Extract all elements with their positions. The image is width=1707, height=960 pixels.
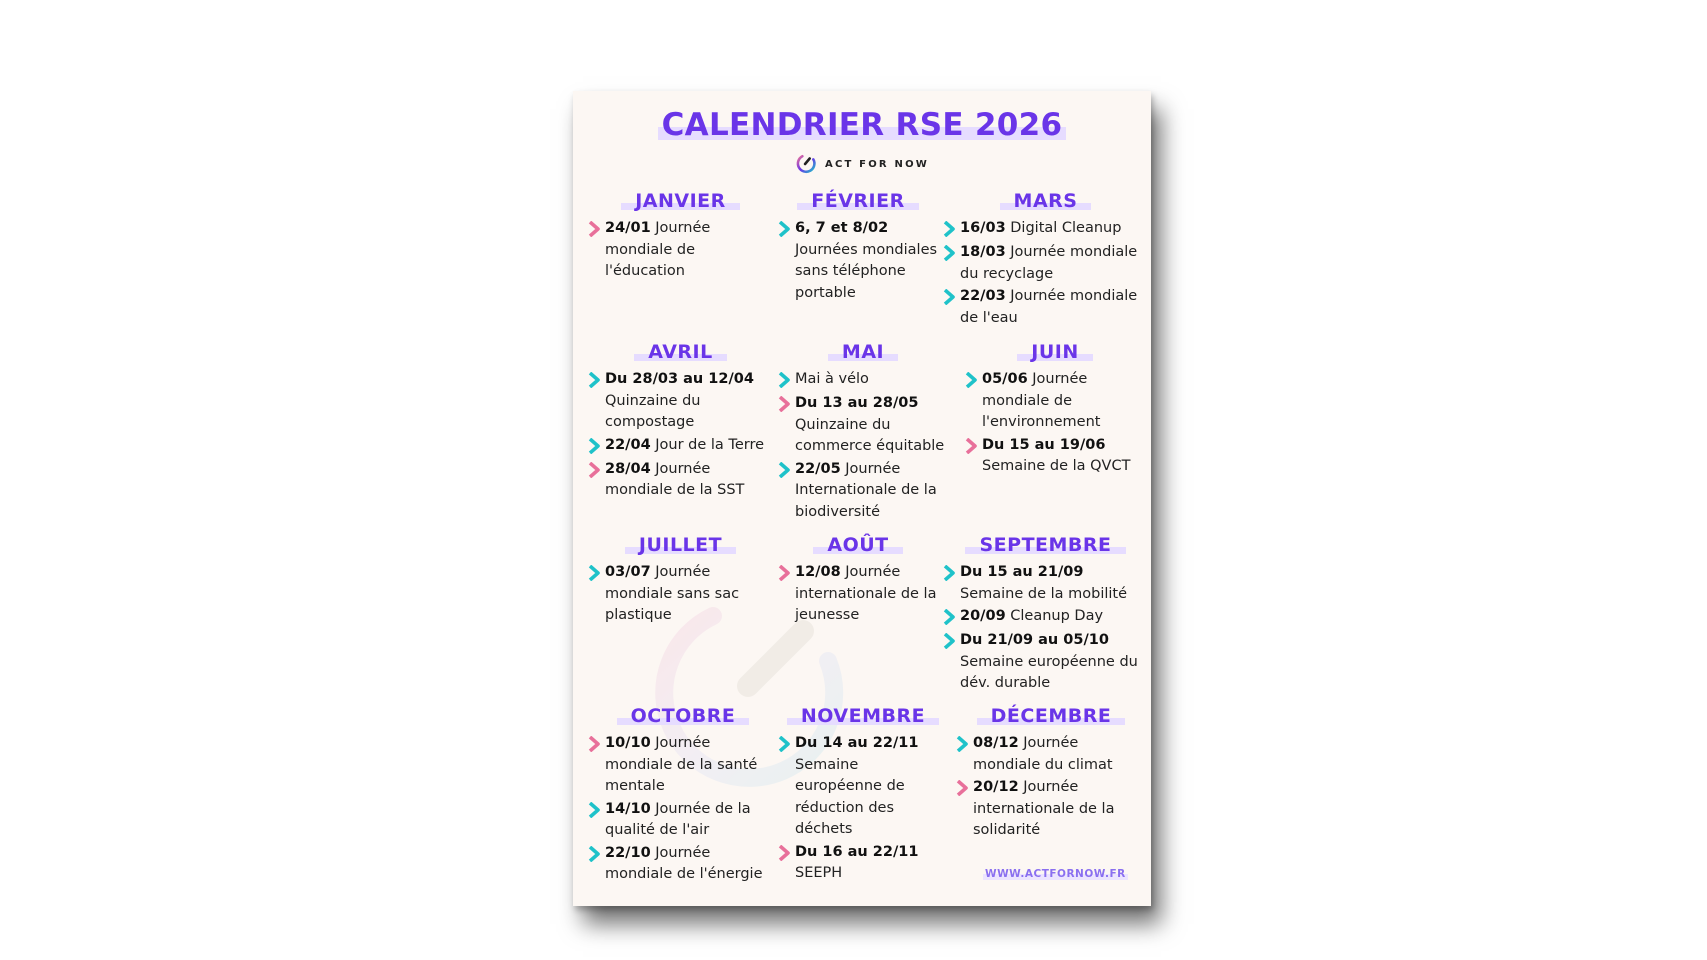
event-label: Journée mondiale de l'énergie	[605, 844, 763, 882]
page-title: CALENDRIER RSE 2026	[573, 107, 1151, 143]
month-title: JANVIER	[588, 190, 773, 212]
event-label: Cleanup Day	[1005, 608, 1104, 624]
month-block	[943, 190, 1148, 330]
event-label: Journée mondiale de l'environnement	[982, 371, 1101, 430]
month-block	[588, 341, 773, 503]
chevron-right-icon	[778, 369, 795, 392]
chevron-right-icon	[778, 393, 795, 416]
event-item	[588, 733, 778, 798]
event-label: Journée mondiale de la SST	[605, 460, 745, 498]
event-text	[982, 435, 1145, 478]
event-label: Journée internationale de la jeunesse	[795, 564, 937, 623]
event-text	[960, 630, 1148, 695]
chevron-right-icon	[965, 369, 982, 392]
event-item	[956, 777, 1146, 842]
event-date: Du 14 au 22/11	[795, 735, 919, 751]
calendar-poster	[573, 91, 1151, 906]
chevron-right-icon	[943, 218, 960, 241]
event-item	[588, 218, 773, 283]
event-item	[588, 435, 773, 458]
chevron-right-icon	[956, 777, 973, 800]
event-label: Journée Internationale de la biodiversité	[795, 460, 937, 520]
event-label: Quinzaine du commerce équitable	[795, 416, 945, 454]
event-date: 08/12	[973, 735, 1019, 751]
event-date: Du 21/09 au 05/10	[960, 632, 1109, 648]
event-item	[588, 562, 773, 627]
event-label: Journée mondiale du recyclage	[960, 244, 1138, 282]
event-label: Journées mondiales sans téléphone portable	[795, 241, 938, 301]
event-date: 03/07	[605, 564, 651, 580]
event-item	[778, 562, 938, 627]
event-label: Semaine européenne du dév. durable	[960, 653, 1138, 691]
month-title: OCTOBRE	[588, 705, 778, 727]
event-text	[605, 459, 773, 502]
event-label: Journée mondiale de l'éducation	[605, 220, 711, 279]
event-text	[605, 733, 778, 798]
event-label: Semaine de la mobilité	[960, 585, 1128, 602]
event-text	[982, 369, 1145, 434]
event-date: 22/04	[605, 436, 651, 453]
event-text	[605, 562, 773, 627]
event-date: Du 13 au 28/05	[795, 395, 919, 411]
event-label: Journée mondiale de la santé mentale	[605, 735, 758, 794]
event-date: 10/10	[605, 735, 651, 751]
event-label: Journée mondiale sans sac plastique	[605, 564, 740, 623]
event-item	[965, 435, 1145, 478]
event-item	[778, 733, 948, 841]
event-text	[795, 393, 948, 458]
event-item	[588, 459, 773, 502]
month-block	[588, 190, 773, 284]
event-text	[795, 562, 938, 627]
month-title: JUIN	[965, 341, 1145, 363]
event-text	[795, 842, 948, 885]
chevron-right-icon	[588, 799, 605, 822]
event-date: 20/09	[960, 608, 1006, 624]
event-text	[795, 733, 948, 841]
month-title: MARS	[943, 190, 1148, 212]
event-date: 18/03	[960, 244, 1006, 260]
chevron-right-icon	[778, 459, 795, 482]
event-item	[778, 393, 948, 458]
event-item	[943, 606, 1148, 629]
chevron-right-icon	[588, 459, 605, 482]
chevron-right-icon	[943, 606, 960, 629]
month-title: SEPTEMBRE	[943, 534, 1148, 556]
chevron-right-icon	[943, 630, 960, 653]
event-date: 05/06	[982, 371, 1028, 387]
event-label: Journée mondiale de l'eau	[960, 288, 1138, 326]
event-text	[605, 435, 764, 457]
brand	[573, 153, 1151, 175]
chevron-right-icon	[943, 562, 960, 585]
event-item	[778, 369, 948, 392]
chevron-right-icon	[956, 733, 973, 756]
event-label: SEEPH	[795, 865, 843, 881]
event-text	[960, 242, 1148, 285]
event-date: 20/12	[973, 779, 1019, 795]
event-item	[943, 630, 1148, 695]
chevron-right-icon	[588, 733, 605, 756]
brand-name: ACT FOR NOW	[825, 158, 929, 170]
event-item	[778, 459, 948, 524]
event-label: Jour de la Terre	[650, 436, 765, 453]
event-item	[943, 218, 1148, 241]
event-text	[795, 369, 869, 391]
event-item	[956, 733, 1146, 776]
chevron-right-icon	[588, 435, 605, 458]
event-item	[778, 218, 938, 304]
chevron-right-icon	[943, 242, 960, 265]
event-text	[960, 606, 1103, 628]
event-text	[605, 218, 773, 283]
event-date: Du 16 au 22/11	[795, 843, 919, 860]
event-date: Du 15 au 19/06	[982, 436, 1106, 453]
event-item	[943, 242, 1148, 285]
event-label: Semaine européenne de réduction des déchets	[795, 756, 905, 837]
website-url: WWW.ACTFORNOW.FR	[985, 868, 1126, 880]
chevron-right-icon	[778, 733, 795, 756]
month-title: FÉVRIER	[778, 190, 938, 212]
month-title: MAI	[778, 341, 948, 363]
month-title: AVRIL	[588, 341, 773, 363]
event-date: Du 15 au 21/09	[960, 564, 1084, 580]
month-block	[943, 534, 1148, 696]
event-text	[960, 286, 1148, 329]
event-text	[973, 733, 1146, 776]
event-text	[795, 459, 948, 524]
month-title: AOÛT	[778, 534, 938, 556]
month-block	[778, 341, 948, 524]
act-for-now-logo-icon	[795, 153, 817, 175]
event-text	[960, 562, 1148, 605]
event-date: 22/10	[605, 844, 651, 861]
month-title: NOVEMBRE	[778, 705, 948, 727]
event-label: Quinzaine du compostage	[605, 392, 701, 430]
event-text	[605, 369, 773, 434]
event-item	[778, 842, 948, 885]
month-block	[778, 705, 948, 886]
event-item	[943, 562, 1148, 605]
chevron-right-icon	[588, 843, 605, 866]
chevron-right-icon	[943, 286, 960, 309]
event-date: Du 28/03 au 12/04	[605, 371, 754, 387]
event-date: 6, 7 et 8/02	[795, 220, 889, 236]
chevron-right-icon	[588, 369, 605, 392]
event-label: Mai à vélo	[795, 371, 869, 387]
event-item	[588, 843, 778, 886]
event-label: Journée de la qualité de l'air	[605, 800, 751, 838]
event-date: 22/03	[960, 288, 1006, 304]
event-text	[605, 799, 778, 842]
event-label: Semaine de la QVCT	[982, 458, 1131, 474]
event-label: Digital Cleanup	[1005, 220, 1122, 236]
event-item	[588, 369, 773, 434]
event-item	[965, 369, 1145, 434]
month-block	[778, 534, 938, 628]
month-block	[778, 190, 938, 305]
event-date: 14/10	[605, 800, 651, 817]
event-text	[795, 218, 938, 304]
event-date: 12/08	[795, 564, 841, 580]
event-text	[605, 843, 778, 886]
event-label: Journée internationale de la solidarité	[973, 779, 1115, 838]
chevron-right-icon	[588, 218, 605, 241]
event-item	[943, 286, 1148, 329]
chevron-right-icon	[778, 562, 795, 585]
event-date: 22/05	[795, 460, 841, 477]
month-block	[965, 341, 1145, 479]
event-text	[960, 218, 1121, 240]
chevron-right-icon	[588, 562, 605, 585]
month-block	[588, 534, 773, 628]
month-block	[956, 705, 1146, 843]
event-date: 24/01	[605, 220, 651, 236]
event-label: Journée mondiale du climat	[973, 735, 1113, 773]
event-date: 28/04	[605, 460, 651, 477]
month-title: DÉCEMBRE	[956, 705, 1146, 727]
event-item	[588, 799, 778, 842]
month-block	[588, 705, 778, 887]
chevron-right-icon	[965, 435, 982, 458]
chevron-right-icon	[778, 218, 795, 241]
month-title: JUILLET	[588, 534, 773, 556]
event-date: 16/03	[960, 220, 1006, 236]
chevron-right-icon	[778, 842, 795, 865]
event-text	[973, 777, 1146, 842]
